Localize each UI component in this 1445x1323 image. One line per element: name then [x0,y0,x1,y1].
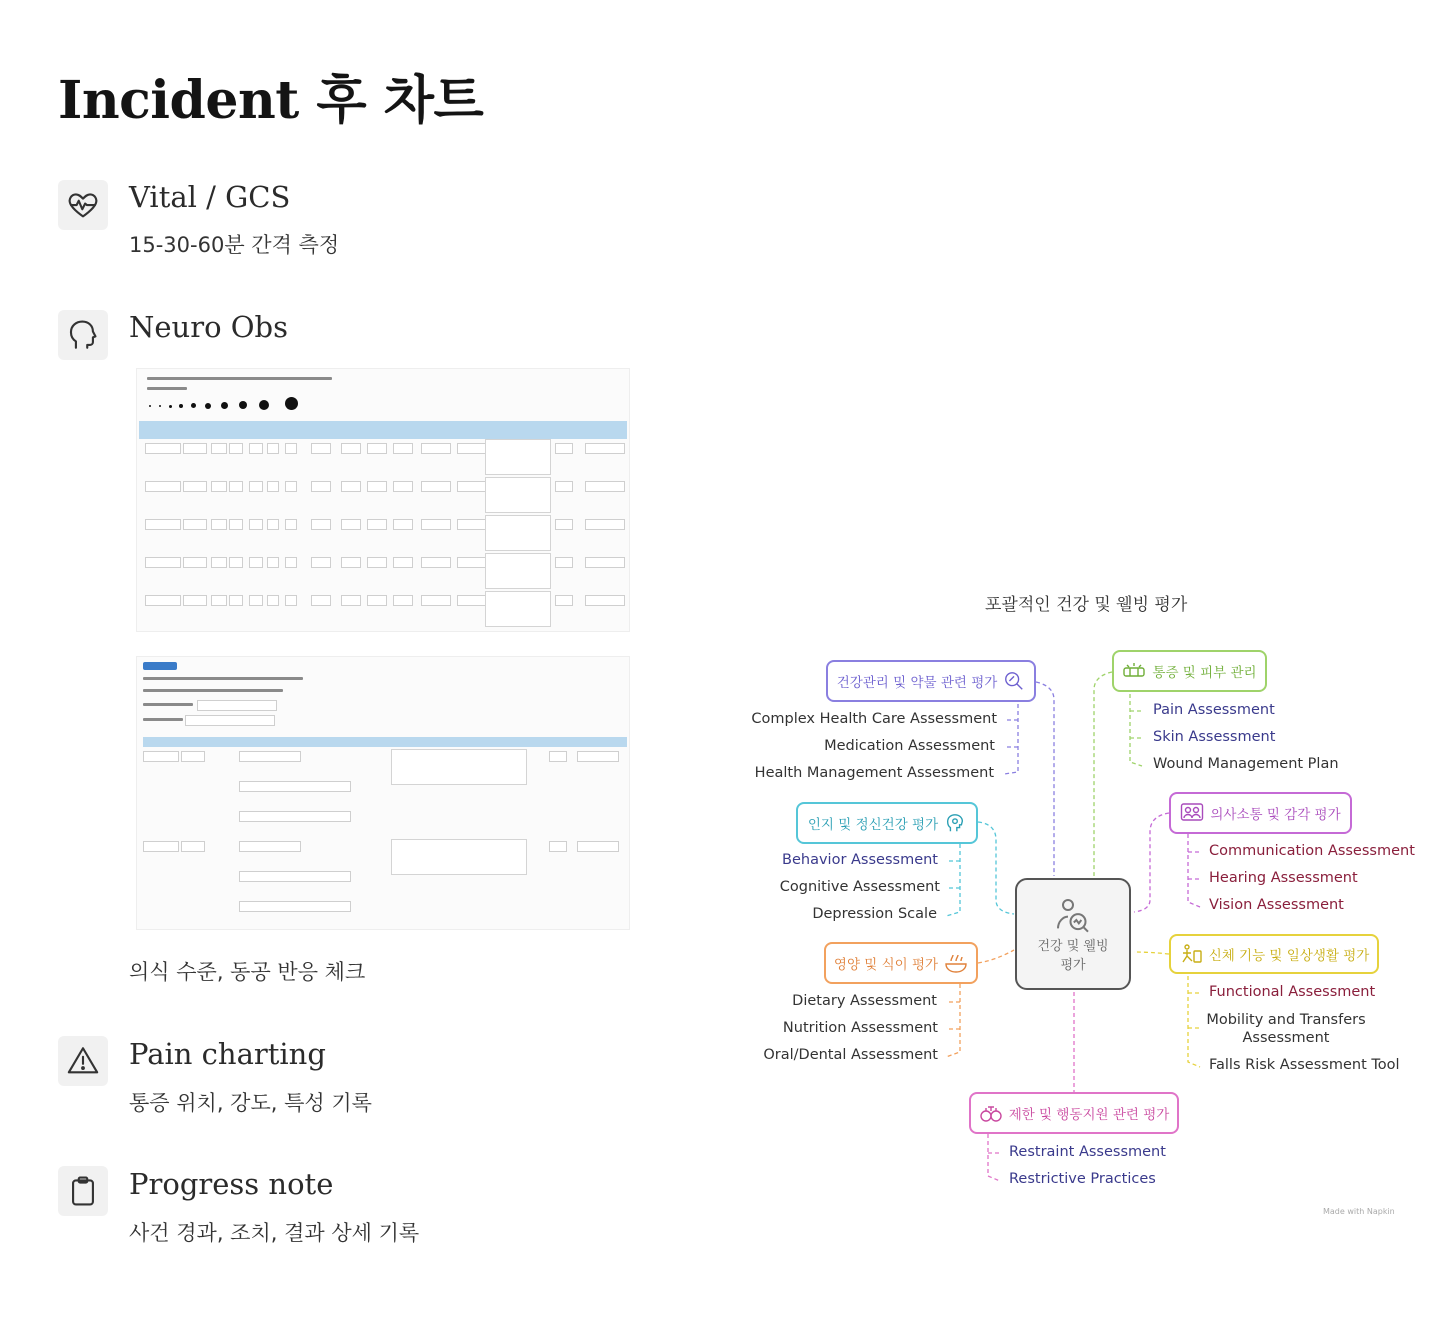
leaf-item: Hearing Assessment [1209,870,1358,886]
leaf-item: Depression Scale [812,906,937,922]
leaf-item: Restraint Assessment [1009,1144,1166,1160]
section-description: 통증 위치, 강도, 특성 기록 [129,1091,372,1115]
leaf-item: Medication Assessment [824,738,995,754]
people-talk-icon [1180,802,1204,824]
leaf-item: Nutrition Assessment [782,1020,938,1036]
leaf-item: Mobility and Transfers Assessment [1206,1012,1366,1046]
category-label: 통증 및 피부 관리 [1152,665,1257,681]
category-label: 신체 기능 및 일상생활 평가 [1208,948,1370,964]
category-node [826,660,1036,702]
category-label: 건강관리 및 약물 관련 평가 [836,675,998,691]
leaf-item: Pain Assessment [1153,702,1275,718]
center-label-line1: 건강 및 웰빙 [1037,939,1109,954]
section-description: 사건 경과, 조치, 결과 상세 기록 [129,1221,420,1245]
center-label-line2: 평가 [1060,958,1086,973]
category-node [824,942,978,984]
napkin-watermark: Made with Napkin [1323,1207,1395,1216]
section-description: 의식 수준, 동공 반응 체크 [129,960,366,984]
leaf-item: Skin Assessment [1153,729,1276,745]
person-search-icon [1053,895,1093,935]
leaf-item: Health Management Assessment [754,765,994,781]
category-label: 제한 및 행동지원 관련 평가 [1008,1107,1170,1123]
bandage-icon [1122,661,1146,681]
mindmap-title: 포괄적인 건강 및 웰빙 평가 [985,595,1188,615]
section-heading: Progress note [129,1167,334,1201]
food-bowl-icon [944,952,968,974]
category-node [969,1092,1179,1134]
leaf-item: Restrictive Practices [1009,1171,1156,1187]
leaf-item: Wound Management Plan [1153,756,1339,772]
section-heading: Pain charting [129,1037,326,1071]
section-heading: Vital / GCS [129,180,291,214]
page-title: Incident 후 차트 [58,70,484,131]
leaf-item: Complex Health Care Assessment [751,711,997,727]
brain-head-icon [944,812,966,834]
leaf-item: Falls Risk Assessment Tool [1209,1057,1400,1073]
leaf-item: Cognitive Assessment [779,879,940,895]
section-heading: Neuro Obs [129,310,288,344]
leaf-item: Oral/Dental Assessment [763,1047,938,1063]
leaf-item: Communication Assessment [1209,843,1415,859]
mindmap-center-node [1015,878,1131,990]
handcuff-icon [979,1102,1003,1124]
category-node [1112,650,1267,692]
leaf-item: Dietary Assessment [792,993,937,1009]
category-label: 영양 및 식이 평가 [833,957,939,973]
category-node [1169,792,1352,834]
category-node [1169,934,1379,974]
category-node [796,802,978,844]
category-label: 인지 및 정신건강 평가 [807,817,939,833]
leaf-item: Vision Assessment [1209,897,1344,913]
medication-search-icon [1003,670,1025,692]
section-description: 15-30-60분 간격 측정 [129,233,340,257]
exercise-icon [1179,943,1203,965]
leaf-item: Functional Assessment [1209,984,1376,1000]
category-label: 의사소통 및 감각 평가 [1210,807,1341,823]
leaf-item: Behavior Assessment [782,852,938,868]
